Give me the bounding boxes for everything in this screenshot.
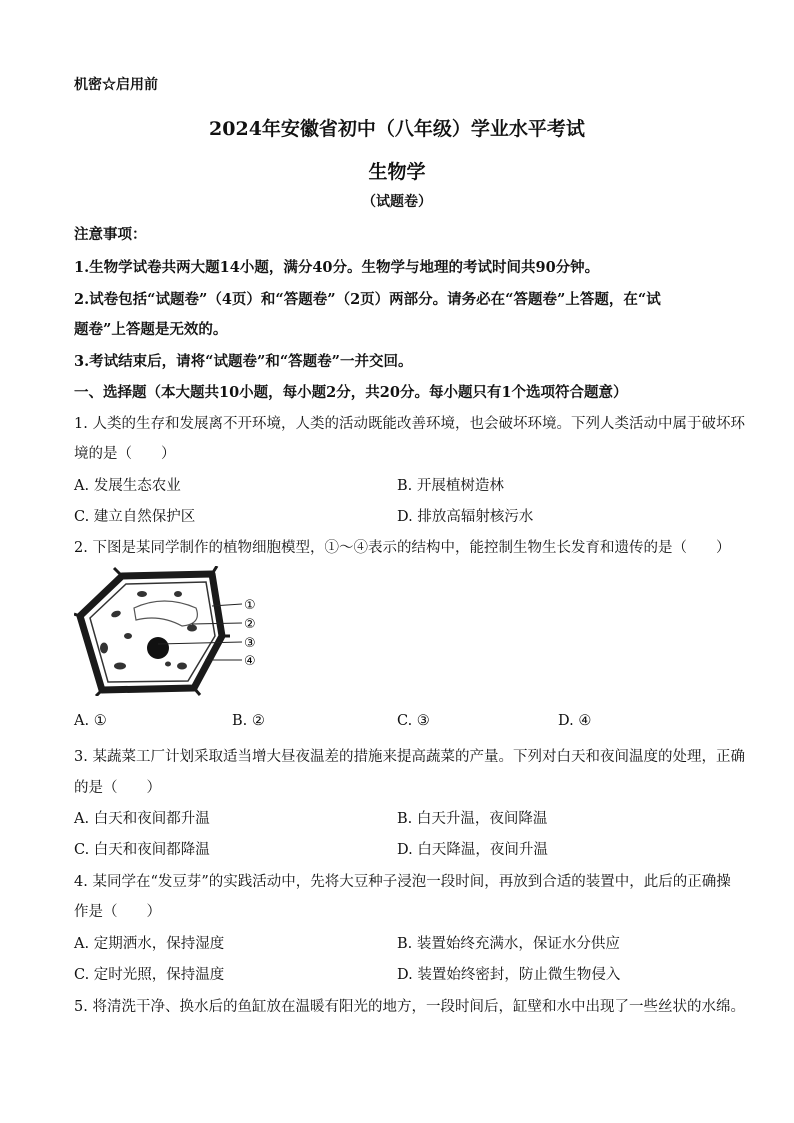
option-a: A. 发展生态农业: [74, 478, 181, 494]
note-item: 2.试卷包括“试题卷”（4页）和“答题卷”（2页）两部分。请务必在“答题卷”上答题，在“试: [74, 291, 661, 308]
note-item: 1.生物学试卷共两大题14小题，满分40分。生物学与地理的考试时间共90分钟。: [74, 259, 600, 276]
plant-cell-figure: [74, 566, 274, 700]
option-c: C. 建立自然保护区: [74, 509, 196, 525]
option-a: A. 定期洒水，保持湿度: [74, 936, 225, 952]
question-text: 2. 下图是某同学制作的植物细胞模型，①～④表示的结构中，能控制生物生长发育和遗传的是（ ）: [74, 540, 731, 556]
option-b: B. 装置始终充满水，保证水分供应: [397, 936, 620, 952]
question-text: 4. 某同学在“发豆芽”的实践活动中，先将大豆种子浸泡一段时间，再放到合适的装置中，此后的正确操: [74, 874, 731, 890]
option-d: D. ④: [558, 713, 592, 729]
option-b: B. 开展植树造林: [397, 478, 504, 494]
option-c: C. ③: [397, 713, 430, 729]
figure-label-1: ①: [244, 598, 256, 613]
option-a: A. ①: [74, 713, 107, 729]
figure-label-4: ④: [244, 654, 256, 669]
question-text: 5. 将清洗干净、换水后的鱼缸放在温暖有阳光的地方，一段时间后，缸壁和水中出现了一些丝状的水绵。: [74, 999, 745, 1015]
option-d: D. 排放高辐射核污水: [397, 509, 534, 525]
option-a: A. 白天和夜间都升温: [74, 811, 210, 827]
question-text: 的是（ ）: [74, 780, 161, 796]
exam-title: 2024年安徽省初中（八年级）学业水平考试: [209, 118, 585, 140]
subject-title: 生物学: [368, 161, 426, 183]
notes-heading: 注意事项：: [74, 226, 147, 243]
option-d: D. 白天降温，夜间升温: [397, 842, 548, 858]
figure-label-2: ②: [244, 617, 256, 632]
question-text: 3. 某蔬菜工厂计划采取适当增大昼夜温差的措施来提高蔬菜的产量。下列对白天和夜间温度的处理，正确: [74, 749, 745, 765]
figure-label-3: ③: [244, 636, 256, 651]
section-heading: 一、选择题（本大题共10小题，每小题2分，共20分。每小题只有1个选项符合题意）: [74, 384, 628, 401]
question-text: 境的是（ ）: [74, 446, 176, 462]
option-c: C. 白天和夜间都降温: [74, 842, 210, 858]
note-item: 题卷”上答题是无效的。: [74, 321, 228, 338]
option-d: D. 装置始终密封，防止微生物侵入: [397, 967, 621, 983]
option-b: B. 白天升温，夜间降温: [397, 811, 548, 827]
question-text: 作是（ ）: [74, 904, 161, 920]
option-b: B. ②: [232, 713, 265, 729]
note-item: 3.考试结束后，请将“试题卷”和“答题卷”一并交回。: [74, 353, 413, 370]
question-text: 1. 人类的生存和发展离不开环境，人类的活动既能改善环境，也会破坏环境。下列人类活动中属于破坏环: [74, 416, 745, 432]
confidential-mark: 机密☆启用前: [74, 77, 158, 93]
paper-type: （试题卷）: [362, 194, 432, 210]
option-c: C. 定时光照，保持温度: [74, 967, 225, 983]
